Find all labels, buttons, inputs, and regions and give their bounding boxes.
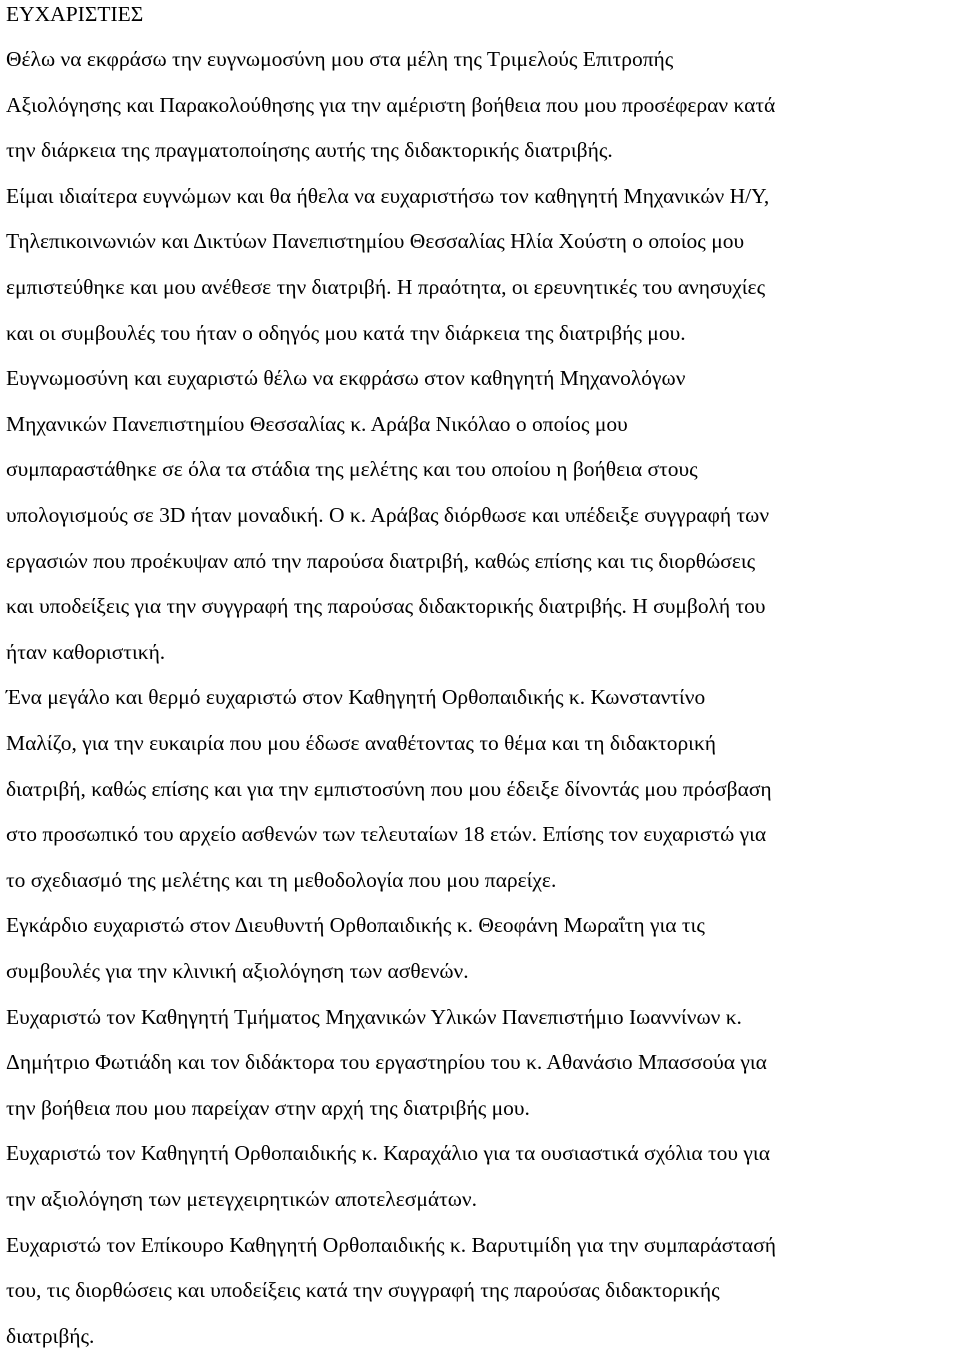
text-line: Θέλω να εκφράσω την ευγνωμοσύνη μου στα μέλη της Τριμελούς Επιτροπής xyxy=(6,47,674,71)
text-line: Ευχαριστώ τον Καθηγητή Τμήματος Μηχανικών Υλικών Πανεπιστήμιο Ιωαννίνων κ. xyxy=(6,1005,742,1029)
text-line: την αξιολόγηση των μετεγχειρητικών αποτελεσμάτων. xyxy=(6,1187,478,1211)
text-line: διατριβής. xyxy=(6,1324,95,1348)
text-line: Τηλεπικοινωνιών και Δικτύων Πανεπιστημίου Θεσσαλίας Ηλία Χούστη ο οποίος μου xyxy=(6,229,745,253)
text-line: και οι συμβουλές του ήταν ο οδηγός μου κατά την διάρκεια της διατριβής μου. xyxy=(6,321,686,345)
text-line: το σχεδιασμό της μελέτης και τη μεθοδολογία που μου παρείχε. xyxy=(6,868,557,892)
text-line: Μηχανικών Πανεπιστημίου Θεσσαλίας κ. Αράβα Νικόλαο ο οποίος μου xyxy=(6,412,628,436)
text-line: Ευχαριστώ τον Επίκουρο Καθηγητή Ορθοπαιδικής κ. Βαρυτιμίδη για την συμπαράστασή xyxy=(6,1233,777,1257)
text-line: Είμαι ιδιαίτερα ευγνώμων και θα ήθελα να ευχαριστήσω τον καθηγητή Μηχανικών Η/Υ, xyxy=(6,184,770,208)
text-line: στο προσωπικό του αρχείο ασθενών των τελευταίων 18 ετών. Επίσης τον ευχαριστώ για xyxy=(6,822,767,846)
text-line: Αξιολόγησης και Παρακολούθησης για την αμέριστη βοήθεια που μου προσέφεραν κατά xyxy=(6,93,776,117)
text-line: Μαλίζο, για την ευκαιρία που μου έδωσε αναθέτοντας το θέμα και τη διδακτορική xyxy=(6,731,717,755)
text-line: Εγκάρδιο ευχαριστώ στον Διευθυντή Ορθοπαιδικής κ. Θεοφάνη Μωραΐτη για τις xyxy=(6,913,705,937)
text-line: την βοήθεια που μου παρείχαν στην αρχή της διατριβής μου. xyxy=(6,1096,530,1120)
text-line: Ευχαριστώ τον Καθηγητή Ορθοπαιδικής κ. Καραχάλιο για τα ουσιαστικά σχόλια του για xyxy=(6,1141,770,1165)
text-line: ήταν καθοριστική. xyxy=(6,640,166,664)
page-heading: ΕΥΧΑΡΙΣΤΙΕΣ xyxy=(6,2,144,26)
text-line: Ένα μεγάλο και θερμό ευχαριστώ στον Καθηγητή Ορθοπαιδικής κ. Κωνσταντίνο xyxy=(6,685,706,709)
text-line: εργασιών που προέκυψαν από την παρούσα διατριβή, καθώς επίσης και τις διορθώσεις xyxy=(6,549,756,573)
text-line: συμπαραστάθηκε σε όλα τα στάδια της μελέτης και του οποίου η βοήθεια στους xyxy=(6,457,698,481)
text-line: διατριβή, καθώς επίσης και για την εμπιστοσύνη που μου έδειξε δίνοντάς μου πρόσβαση xyxy=(6,777,772,801)
text-line: υπολογισμούς σε 3D ήταν μοναδική. Ο κ. Αράβας διόρθωσε και υπέδειξε συγγραφή των xyxy=(6,503,770,527)
text-line: και υποδείξεις για την συγγραφή της παρούσας διδακτορικής διατριβής. Η συμβολή του xyxy=(6,594,766,618)
text-line: συμβουλές για την κλινική αξιολόγηση των ασθενών. xyxy=(6,959,469,983)
text-line: Δημήτριο Φωτιάδη και τον διδάκτορα του εργαστηρίου του κ. Αθανάσιο Μπασσούα για xyxy=(6,1050,767,1074)
text-line: του, τις διορθώσεις και υποδείξεις κατά την συγγραφή της παρούσας διδακτορικής xyxy=(6,1278,720,1302)
text-line: την διάρκεια της πραγματοποίησης αυτής της διδακτορικής διατριβής. xyxy=(6,138,613,162)
text-line: εμπιστεύθηκε και μου ανέθεσε την διατριβή. Η πραότητα, οι ερευνητικές του ανησυχίες xyxy=(6,275,766,299)
text-line: Ευγνωμοσύνη και ευχαριστώ θέλω να εκφράσω στον καθηγητή Μηχανολόγων xyxy=(6,366,686,390)
